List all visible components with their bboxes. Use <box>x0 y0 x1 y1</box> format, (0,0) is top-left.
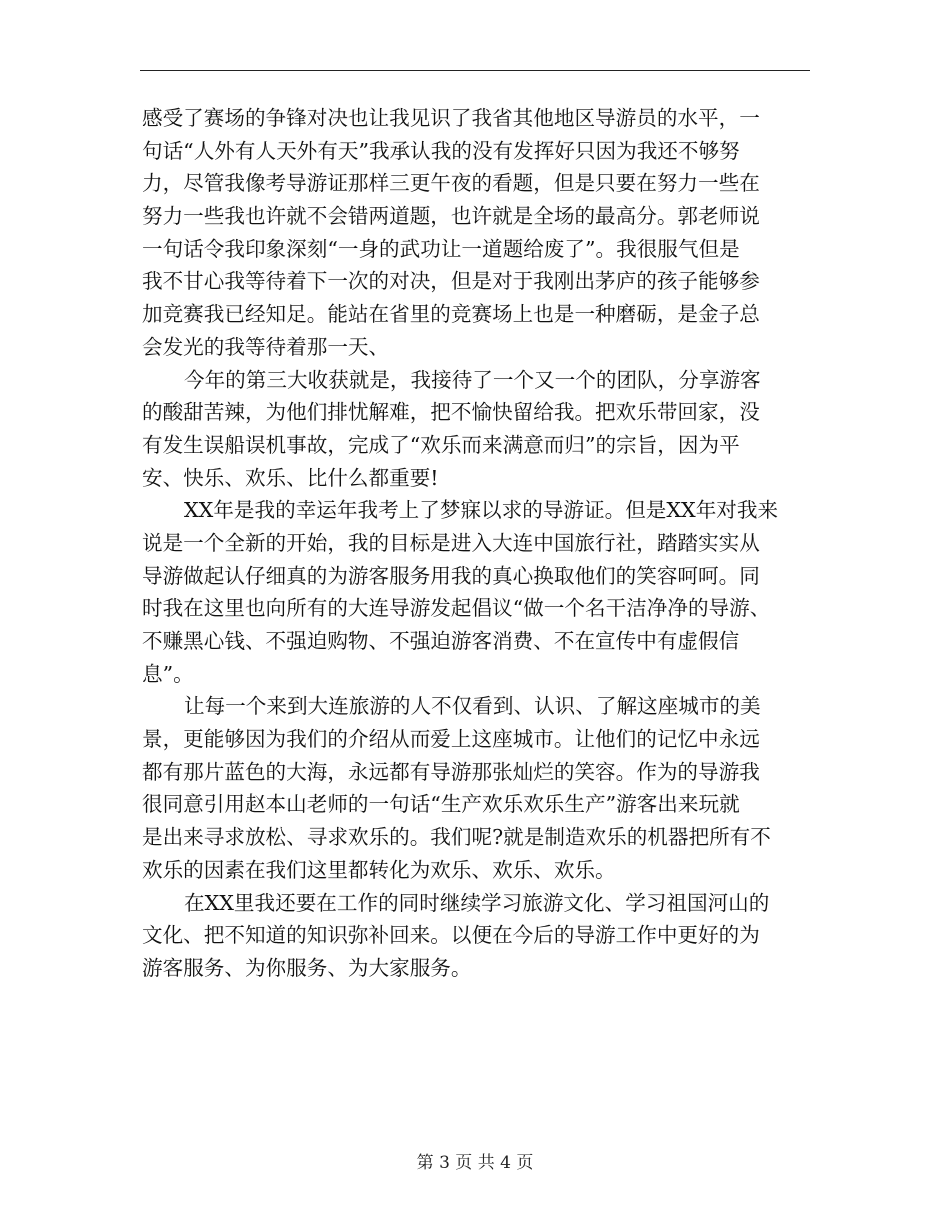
text-line: 很同意引用赵本山老师的一句话“生产欢乐欢乐生产”游客出来玩就 <box>142 792 740 817</box>
paragraph-first-line: 让每一个来到大连旅游的人不仅看到、认识、了解这座城市的美 <box>184 694 761 719</box>
paragraph-first-line: 今年的第三大收获就是，我接待了一个又一个的团队，分享游客 <box>184 367 761 392</box>
text-line: 游客服务、为你服务、为大家服务。 <box>142 955 472 980</box>
text-line: 有发生误船误机事故，完成了“欢乐而来满意而归”的宗旨，因为平 <box>142 432 740 457</box>
text-line: 加竞赛我已经知足。能站在省里的竞赛场上也是一种磨砺，是金子总 <box>142 302 760 327</box>
text-line: 安、快乐、欢乐、比什么都重要! <box>142 465 439 490</box>
text-line: 是出来寻求放松、寻求欢乐的。我们呢?就是制造欢乐的机器把所有不 <box>142 825 771 850</box>
text-line: 努力一些我也许就不会错两道题，也许就是全场的最高分。郭老师说 <box>142 204 760 229</box>
text-line: 不赚黑心钱、不强迫购物、不强迫游客消费、不在宣传中有虚假信 <box>142 629 740 653</box>
text-line: 说是一个全新的开始，我的目标是进入大连中国旅行社，踏踏实实从 <box>142 530 760 555</box>
document-body <box>142 102 810 985</box>
text-line: 感受了赛场的争锋对决也让我见识了我省其他地区导游员的水平，一 <box>142 106 760 130</box>
text-line: 力，尽管我像考导游证那样三更午夜的看题，但是只要在努力一些在 <box>142 171 760 196</box>
text-line: 导游做起认仔细真的为游客服务用我的真心换取他们的笑容呵呵。同 <box>142 563 760 588</box>
paragraph-first-line: 在XX里我还要在工作的同时继续学习旅游文化、学习祖国河山的 <box>184 890 770 915</box>
text-line: 会发光的我等待着那一天、 <box>142 334 390 359</box>
header-rule <box>140 70 810 71</box>
text-line: 欢乐的因素在我们这里都转化为欢乐、欢乐、欢乐。 <box>142 857 616 882</box>
paragraph-first-line: XX年是我的幸运年我考上了梦寐以求的导游证。但是XX年对我来 <box>184 498 779 523</box>
text-line: 我不甘心我等待着下一次的对决，但是对于我刚出茅庐的孩子能够参 <box>142 269 760 294</box>
text-line: 文化、把不知道的知识弥补回来。以便在今后的导游工作中更好的为 <box>142 923 760 948</box>
text-line: 都有那片蓝色的大海，永远都有导游那张灿烂的笑容。作为的导游我 <box>142 759 760 784</box>
text-line: 时我在这里也向所有的大连导游发起倡议“做一个名干洁净净的导游、 <box>142 596 771 621</box>
text-line: 息”。 <box>142 661 194 686</box>
text-line: 景，更能够因为我们的介绍从而爱上这座城市。让他们的记忆中永远 <box>142 727 760 752</box>
text-line: 的酸甜苦辣，为他们排忧解难，把不愉快留给我。把欢乐带回家，没 <box>142 400 760 425</box>
text-line: 句话“人外有人天外有天”我承认我的没有发挥好只因为我还不够努 <box>142 138 740 163</box>
page-number-footer: 第 3 页 共 4 页 <box>416 1153 534 1173</box>
text-line: 一句话令我印象深刻“一身的武功让一道题给废了”。我很服气但是 <box>142 236 740 261</box>
